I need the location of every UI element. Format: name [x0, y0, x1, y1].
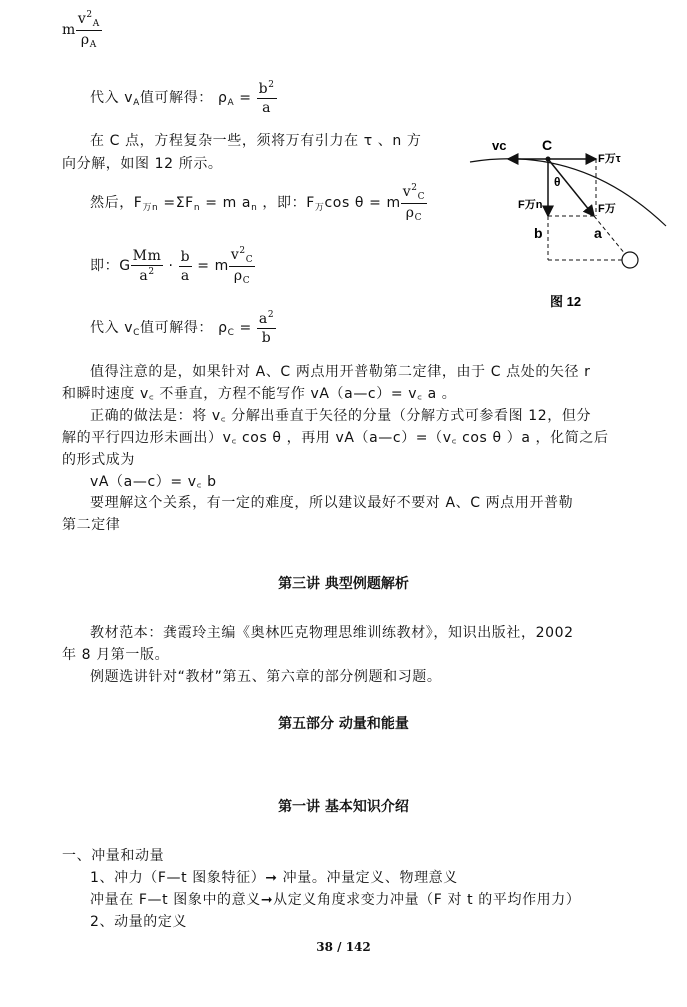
text: = m: [192, 258, 229, 274]
fraction-numerator: [257, 80, 277, 99]
figure-12: [470, 134, 670, 318]
paragraph-correct-3: 的形式成为: [62, 452, 135, 468]
point-c: [546, 157, 551, 162]
fraction-denominator: [76, 31, 102, 50]
fraction-denominator: [229, 267, 255, 286]
fraction-numerator: b: [180, 248, 191, 265]
fraction: [257, 80, 277, 116]
den: ρ: [233, 268, 243, 284]
fraction-numerator: Mm: [132, 248, 162, 264]
sup: 2: [268, 80, 275, 90]
figure-12-diagram: [470, 134, 670, 314]
text: 然后，F: [90, 195, 143, 211]
fraction: [401, 183, 427, 223]
sub: 万: [314, 203, 325, 213]
fraction-denominator: [401, 204, 427, 223]
paragraph-hard-1: 要理解这个关系，有一定的难度，所以建议最好不要对 A、C 两点用开普勒: [90, 495, 574, 511]
sub: C: [133, 328, 141, 338]
paragraph-textbook-2: 年 8 月第一版。: [62, 647, 170, 663]
fraction-denominator: [131, 266, 164, 284]
fraction-denominator: a: [180, 267, 190, 284]
fraction: [179, 249, 193, 284]
sub: A: [133, 98, 140, 108]
sun-focus: [622, 252, 638, 268]
section-heading-one: 一、冲量和动量: [62, 848, 165, 864]
label-f: F万: [598, 203, 616, 215]
sub: 万n: [142, 203, 159, 213]
fraction: [229, 246, 255, 286]
fraction: [76, 10, 102, 50]
text: =: [234, 320, 257, 336]
line-rho-c: [90, 310, 276, 346]
line-ie-equation: [90, 246, 255, 286]
num: a: [258, 311, 268, 327]
sub: n: [193, 203, 201, 213]
den: ρ: [405, 205, 415, 221]
fraction-denominator: b: [261, 330, 272, 346]
line-rho-a: [90, 80, 277, 116]
paragraph-note-2: 和瞬时速度 v꜀ 不垂直，方程不能写作 vA（a—c）= v꜀ a 。: [62, 386, 457, 402]
num: v: [230, 247, 240, 263]
sub: A: [227, 98, 235, 108]
fraction: [257, 310, 276, 346]
label-c: C: [542, 137, 553, 153]
den-rho: ρ: [80, 32, 90, 48]
text: = m a: [200, 195, 252, 211]
fraction-numerator: [401, 183, 427, 204]
paragraph-c-point-2: 向分解，如图 12 所示。: [62, 156, 223, 172]
formula-va-over-rhoa: [62, 10, 102, 50]
sub: C: [227, 328, 235, 338]
text: 代入 v: [90, 320, 134, 336]
text: 值可解得： ρ: [140, 320, 228, 336]
list-item-2: 2、动量的定义: [90, 914, 188, 930]
figure-caption: 图 12: [550, 294, 582, 309]
line-then-equation: [90, 183, 427, 223]
text: cos θ = m: [324, 195, 401, 211]
text: =ΣF: [158, 195, 194, 211]
list-item-1: 1、冲力（F—t 图象特征）➞ 冲量。冲量定义、物理意义: [90, 870, 458, 886]
list-item-1b: 冲量在 F—t 图象中的意义➞从定义角度求变力冲量（F 对 t 的平均作用力）: [90, 892, 581, 908]
fraction: [131, 248, 164, 284]
fraction-numerator: [76, 10, 102, 31]
fraction-denominator: a: [262, 100, 272, 116]
sup: 2: [267, 310, 275, 320]
paragraph-hard-2: 第二定律: [62, 517, 121, 533]
text: ，即：F: [257, 195, 315, 211]
sub: A: [89, 40, 97, 50]
num-v: v: [77, 11, 87, 27]
text: ·: [163, 258, 179, 274]
paragraph-examples: 例题选讲针对“教材”第五、第六章的部分例题和习题。: [90, 669, 442, 685]
sup: 2: [86, 10, 93, 20]
sup: 2: [239, 246, 246, 256]
den: a: [139, 268, 149, 284]
text: 代入 v: [90, 90, 134, 106]
paragraph-textbook-1: 教材范本：龚霞玲主编《奥林匹克物理思维训练教材》，知识出版社，2002: [90, 625, 574, 641]
sub: C: [417, 192, 426, 202]
text: 即：G: [90, 258, 131, 274]
label-vc: vc: [492, 138, 507, 153]
paragraph-c-point-1: 在 C 点，方程复杂一些，须将万有引力在 τ 、n 方: [90, 133, 422, 149]
sub: C: [242, 276, 251, 286]
orbit-curve: [470, 159, 666, 226]
text: 值可解得： ρ: [139, 90, 228, 106]
heading-lecture-3: 第三讲 典型例题解析: [278, 576, 409, 592]
sub: C: [245, 255, 254, 265]
sup: 2: [411, 183, 418, 193]
paragraph-correct-2: 解的平行四边形未画出）v꜀ cos θ ，再用 vA（a—c）=（v꜀ cos θ ）a ，化简之后: [62, 430, 609, 446]
equation-final: vA（a—c）= v꜀ b: [90, 474, 217, 490]
paragraph-correct-1: 正确的做法是：将 v꜀ 分解出垂直于矢径的分量（分解方式可参看图 12，但分: [90, 408, 592, 424]
label-theta: θ: [554, 175, 561, 189]
sub: A: [92, 19, 100, 29]
label-fn: F万n: [518, 199, 543, 211]
label-ftau: F万τ: [598, 153, 621, 165]
heading-part-5: 第五部分 动量和能量: [278, 716, 409, 732]
text: =: [234, 90, 257, 106]
num: b: [258, 81, 269, 97]
fraction-numerator: [229, 246, 255, 267]
sub: C: [414, 213, 423, 223]
label-a: a: [594, 225, 602, 241]
sup: 2: [148, 267, 155, 277]
sub: n: [251, 203, 258, 213]
paragraph-note-1: 值得注意的是，如果针对 A、C 两点用开普勒第二定律，由于 C 点处的矢径 r: [90, 364, 591, 380]
fraction-numerator: [257, 310, 276, 329]
num: v: [402, 184, 412, 200]
page-number: 38 / 142: [316, 940, 371, 954]
label-b: b: [534, 225, 543, 241]
formula-m: m: [62, 22, 76, 38]
heading-lecture-1: 第一讲 基本知识介绍: [278, 799, 409, 815]
